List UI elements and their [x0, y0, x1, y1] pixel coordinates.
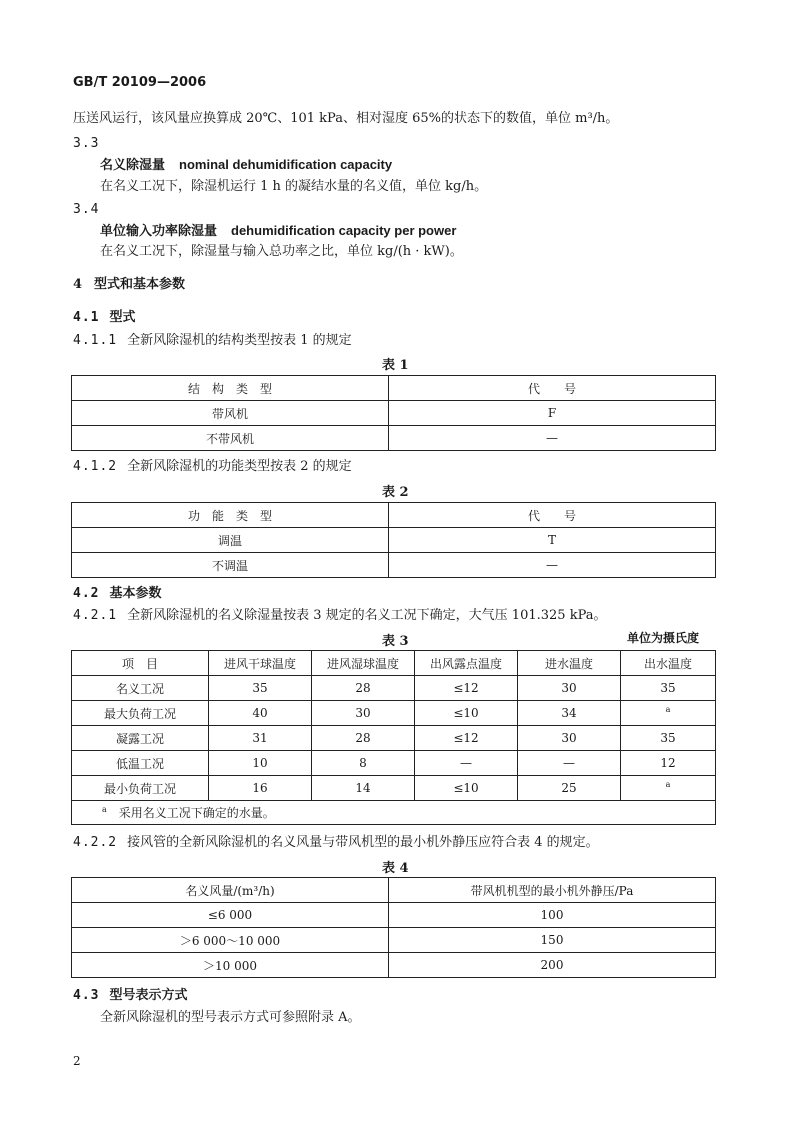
table-header-row	[72, 878, 716, 903]
table-row	[72, 553, 716, 578]
table-row	[72, 426, 716, 451]
table-3-caption: 表 3	[382, 634, 409, 649]
clause-text: 全新风除湿机的功能类型按表 2 的规定	[127, 459, 352, 474]
section-number: 4	[73, 277, 83, 292]
section-number: 4.1	[73, 310, 100, 325]
table-cell: 150	[389, 928, 716, 953]
table-header-cell: 代 号	[389, 376, 716, 401]
section-number: 4.3	[73, 988, 100, 1003]
clause-number: 4.2.2	[73, 835, 118, 850]
section-4-2-heading	[73, 587, 162, 600]
table-cell: —	[518, 751, 621, 776]
table-footnote	[72, 801, 716, 825]
table-row	[72, 953, 716, 978]
table-cell: 凝露工况	[72, 726, 209, 751]
table-cell: 40	[209, 701, 312, 726]
term-en: dehumidification capacity per power	[231, 223, 457, 238]
section-title: 基本参数	[109, 586, 162, 601]
intro-line: 压送风运行，该风量应换算成 20℃、101 kPa、相对湿度 65%的状态下的数值，单位 m³/h。	[73, 111, 619, 126]
clause-text: 全新风除湿机的名义除湿量按表 3 规定的名义工况下确定，大气压 101.325 kPa。	[127, 608, 607, 623]
table-cell: 最大负荷工况	[72, 701, 209, 726]
table-cell	[621, 776, 716, 801]
standard-number: GB/T 20109—2006	[73, 75, 207, 90]
table-cell: 31	[209, 726, 312, 751]
table-cell: 35	[209, 676, 312, 701]
table-header-row	[72, 651, 716, 676]
table-cell: 100	[389, 903, 716, 928]
clause-text: 全新风除湿机的结构类型按表 1 的规定	[127, 333, 352, 348]
table-cell: ≤10	[415, 701, 518, 726]
table-cell: ≤10	[415, 776, 518, 801]
clause-4-1-1	[73, 334, 352, 347]
clause-4-2-2	[73, 836, 599, 849]
table-cell: ≤12	[415, 676, 518, 701]
section-4-1-heading	[73, 311, 136, 324]
table-row	[72, 701, 716, 726]
table-cell: ≤6 000	[72, 903, 389, 928]
table-header-cell: 出风露点温度	[415, 651, 518, 676]
clause-3-3-definition: 在名义工况下，除湿机运行 1 h 的凝结水量的名义值，单位 kg/h。	[100, 179, 488, 194]
table-header-cell: 结 构 类 型	[72, 376, 389, 401]
section-4-3-heading	[73, 989, 188, 1002]
table-row	[72, 776, 716, 801]
table-3	[71, 650, 716, 825]
table-cell: 30	[518, 726, 621, 751]
clause-text: 接风管的全新风除湿机的名义风量与带风机型的最小机外静压应符合表 4 的规定。	[127, 835, 599, 850]
footnote-text: 采用名义工况下确定的水量。	[118, 806, 275, 820]
table-1	[71, 375, 716, 451]
clause-3-4-definition: 在名义工况下，除湿量与输入总功率之比，单位 kg/(h · kW)。	[100, 244, 463, 259]
table-header-cell: 代 号	[389, 503, 716, 528]
table-cell: 名义工况	[72, 676, 209, 701]
table-2-caption: 表 2	[382, 485, 409, 500]
table-cell: 不调温	[72, 553, 389, 578]
table-cell: —	[415, 751, 518, 776]
table-cell: 25	[518, 776, 621, 801]
clause-3-3-term	[100, 158, 392, 172]
table-header-cell: 出水温度	[621, 651, 716, 676]
table-cell: 8	[312, 751, 415, 776]
clause-4-3-text: 全新风除湿机的型号表示方式可参照附录 A。	[100, 1010, 361, 1025]
table-note-row	[72, 801, 716, 825]
clause-number: 4.2.1	[73, 608, 118, 623]
table-row	[72, 726, 716, 751]
table-header-row	[72, 503, 716, 528]
table-cell: 14	[312, 776, 415, 801]
table-cell: 10	[209, 751, 312, 776]
table-cell: 30	[518, 676, 621, 701]
table-cell: ＞10 000	[72, 953, 389, 978]
table-row	[72, 676, 716, 701]
term-en: nominal dehumidification capacity	[179, 157, 393, 172]
table-header-cell: 进水温度	[518, 651, 621, 676]
table-cell: 28	[312, 676, 415, 701]
table-2	[71, 502, 716, 578]
table-cell: 28	[312, 726, 415, 751]
table-row	[72, 528, 716, 553]
clause-4-2-1	[73, 609, 607, 622]
table-header-row	[72, 376, 716, 401]
table-cell: 调温	[72, 528, 389, 553]
table-cell: 200	[389, 953, 716, 978]
table-header-cell: 进风湿球温度	[312, 651, 415, 676]
table-row	[72, 751, 716, 776]
clause-3-4-number: 3.4	[73, 202, 100, 217]
footnote-mark: a	[102, 805, 107, 814]
section-4-heading	[73, 278, 185, 291]
footnote-mark: a	[665, 705, 671, 714]
section-title: 型号表示方式	[109, 988, 188, 1003]
table-header-cell: 名义风量/(m³/h)	[72, 878, 389, 903]
table-cell: 最小负荷工况	[72, 776, 209, 801]
term-cn: 单位输入功率除湿量	[100, 224, 218, 239]
footnote-mark: a	[665, 780, 671, 789]
table-cell	[621, 701, 716, 726]
clause-number: 4.1.2	[73, 459, 118, 474]
section-title: 型式和基本参数	[94, 277, 186, 292]
page-number: 2	[73, 1054, 81, 1068]
table-header-cell: 带风机机型的最小机外静压/Pa	[389, 878, 716, 903]
table-row	[72, 401, 716, 426]
clause-number: 4.1.1	[73, 333, 118, 348]
table-cell: 12	[621, 751, 716, 776]
table-4-caption: 表 4	[382, 861, 409, 876]
section-number: 4.2	[73, 586, 100, 601]
clause-4-1-2	[73, 460, 352, 473]
clause-3-4-term	[100, 224, 456, 238]
table-cell: 16	[209, 776, 312, 801]
table-3-unit: 单位为摄氏度	[627, 631, 700, 645]
table-cell: 不带风机	[72, 426, 389, 451]
term-cn: 名义除湿量	[100, 158, 166, 173]
table-cell: —	[389, 553, 716, 578]
table-1-caption: 表 1	[382, 358, 409, 373]
table-cell: 34	[518, 701, 621, 726]
table-cell: ≤12	[415, 726, 518, 751]
table-cell: F	[389, 401, 716, 426]
section-title: 型式	[109, 310, 136, 325]
table-row	[72, 928, 716, 953]
table-row	[72, 903, 716, 928]
table-cell: ＞6 000～10 000	[72, 928, 389, 953]
table-cell: T	[389, 528, 716, 553]
table-cell: —	[389, 426, 716, 451]
clause-3-3-number: 3.3	[73, 136, 100, 151]
table-cell: 低温工况	[72, 751, 209, 776]
table-header-cell: 进风干球温度	[209, 651, 312, 676]
table-header-cell: 功 能 类 型	[72, 503, 389, 528]
table-header-cell: 项 目	[72, 651, 209, 676]
table-cell: 35	[621, 676, 716, 701]
table-cell: 30	[312, 701, 415, 726]
table-cell: 35	[621, 726, 716, 751]
table-cell: 带风机	[72, 401, 389, 426]
table-4	[71, 877, 716, 978]
